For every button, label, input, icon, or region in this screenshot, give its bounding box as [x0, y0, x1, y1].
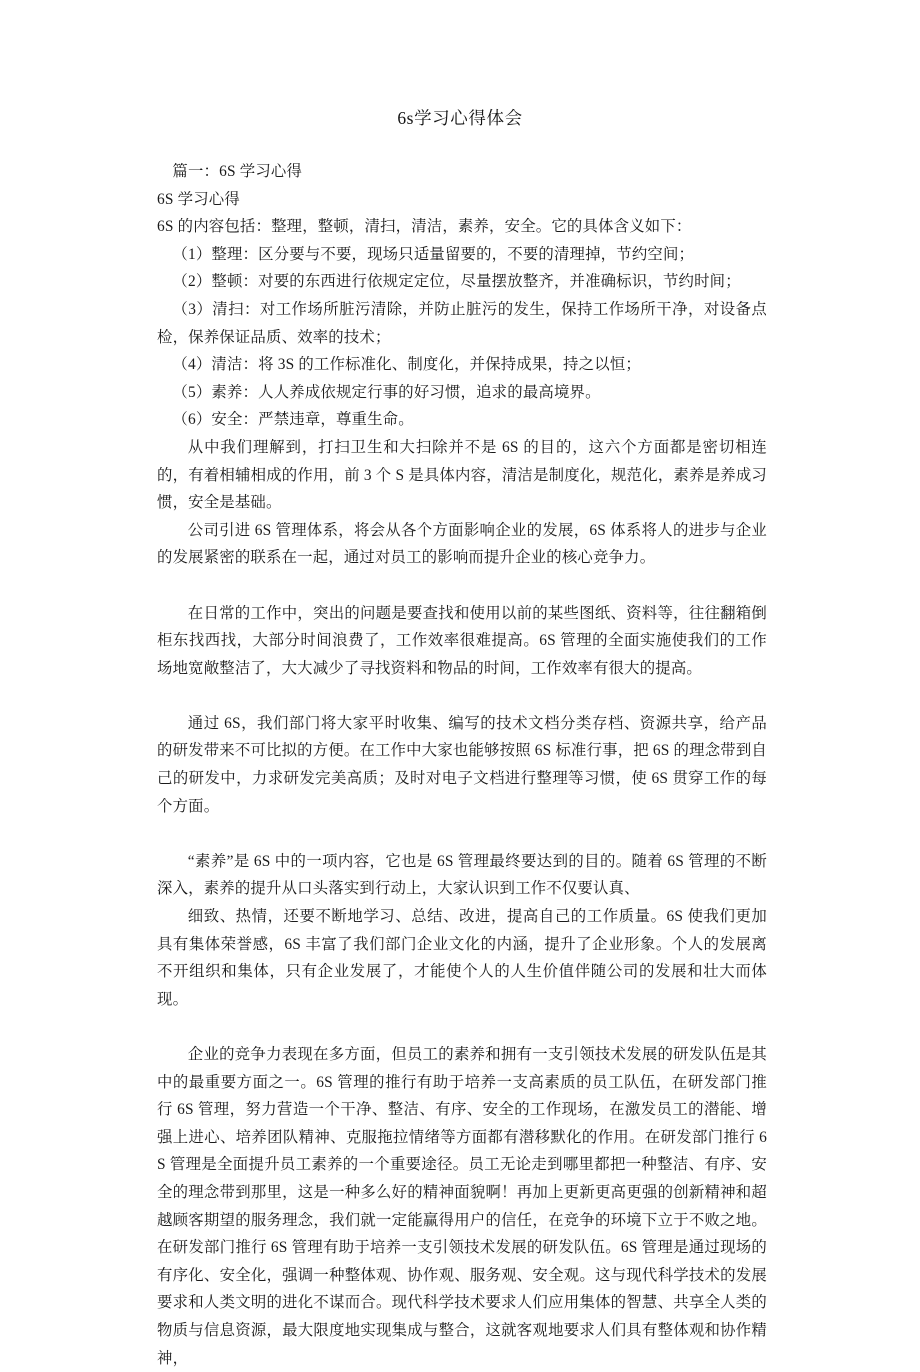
list-item-4: （4）清洁：将 3S 的工作标准化、制度化，并保持成果，持之以恒； [172, 356, 641, 374]
document-body [157, 158, 767, 1372]
paragraph-understanding: 从中我们理解到，打扫卫生和大扫除并不是 6S 的目的，这六个方面都是密切相连的，有着相辅相成的作用，前 3 个 S 是具体内容，清洁是制度化，规范化，素养是养成习惯，安全是基础。 [157, 438, 767, 512]
paragraph-competitiveness: 企业的竞争力表现在多方面，但员工的素养和拥有一支引领技术发展的研发队伍是其中的最重要方面之一。6S 管理的推行有助于培养一支高素质的员工队伍，在研发部门推行 6S 管理，努力营造一个干净、整洁、有序、安全的工作现场，在激发员工的潜能、增强上进心、培养团队精神、克服拖拉情绪等方面都有潜移默化的作用。在研发部门推行 6S 管理是全面提升员工素养的一个重要途径。员工无论走到哪里都把一种整洁、有序、安全的理念带到那里，这是一种多么好的精神面貌啊！再加上更新更高更强的创新精神和超越顾客期望的服务理念，我们就一定能赢得用户的信任，在竞争的环境下立于不败之地。在研发部门推行 6S 管理有助于培养一支引领技术发展的研发队伍。6S 管理是通过现场的有序化、安全化，强调一种整体观、协作观、服务观、安全观。这与现代科学技术的发展要求和人类文明的进化不谋而合。现代科学技术要求人们应用集体的智慧、共享全人类的物质与信息资源，最大限度地实现集成与整合，这就客观地要求人们具有整体观和协作精神， [157, 1046, 767, 1367]
list-item-2: （2）整顿：对要的东西进行依规定定位，尽量摆放整齐，并准确标识，节约时间； [172, 273, 741, 291]
paragraph-daily-work: 在日常的工作中，突出的问题是要查找和使用以前的某些图纸、资料等，往往翻箱倒柜东找西找，大部分时间浪费了，工作效率很难提高。6S 管理的全面实施使我们的工作场地宽敞整洁了，大大减少了寻找资料和物品的时间，工作效率有很大的提高。 [157, 604, 767, 677]
paragraph-spacer-4 [157, 1013, 767, 1041]
paragraph-suyang-content: “素养”是 6S 中的一项内容，它也是 6S 管理最终要达到的目的。随着 6S 管理的不断深入，素养的提升从口头落实到行动上，大家认识到工作不仅要认真、 [157, 852, 767, 898]
list-item-3: （3）清扫：对工作场所脏污清除，并防止脏污的发生，保持工作场所干净，对设备点检，保养保证品质、效率的技术； [157, 300, 767, 346]
list-item-5: （5）素养：人人养成依规定行事的好习惯，追求的最高境界。 [172, 383, 601, 401]
paragraph-intro-contents: 6S 的内容包括：整理，整顿，清扫，清洁，素养，安全。它的具体含义如下： [157, 218, 692, 236]
paragraph-subheading: 6S 学习心得 [157, 190, 240, 208]
page-title: 6s学习心得体会 [397, 108, 523, 128]
list-item-6: （6）安全：严禁违章，尊重生命。 [172, 411, 414, 429]
paragraph-company-intro: 公司引进 6S 管理体系，将会从各个方面影响企业的发展，6S 体系将人的进步与企业的发展紧密的联系在一起，通过对员工的影响而提升企业的核心竞争力。 [157, 521, 767, 567]
paragraph-spacer-1 [157, 572, 767, 600]
paragraph-spacer-2 [157, 682, 767, 710]
paragraph-through-6s: 通过 6S，我们部门将大家平时收集、编写的技术文档分类存档、资源共享，给产品的研发带来不可比拟的方便。在工作中大家也能够按照 6S 标准行事，把 6S 的理念带到自己的研发中，力求研发完美高质；及时对电子文档进行整理等习惯，使 6S 贯穿工作的每个方面。 [157, 714, 767, 815]
paragraph-spacer-3 [157, 820, 767, 848]
list-item-1: （1）整理：区分要与不要，现场只适量留要的，不要的清理掉，节约空间； [172, 245, 695, 263]
paragraph-xizhi-reqing: 细致、热情，还要不断地学习、总结、改进，提高自己的工作质量。6S 使我们更加具有集体荣誉感，6S 丰富了我们部门企业文化的内涵，提升了企业形象。个人的发展离不开组织和集体，只有企业发展了，才能使个人的人生价值伴随公司的发展和壮大而体现。 [157, 908, 767, 1008]
paragraph-heading-pian-yi: 篇一：6S 学习心得 [172, 163, 303, 180]
